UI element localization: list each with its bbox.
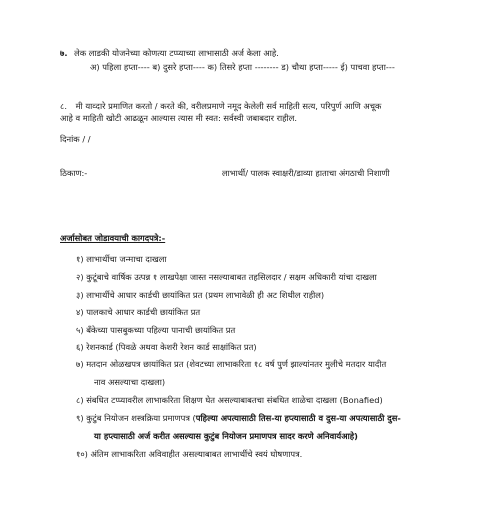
document-item [76, 413, 401, 423]
place-label: ठिकाण:- [60, 168, 88, 178]
question-number: ७. [60, 48, 68, 58]
documents-heading: अर्जासोबत जोडावयाची कागदपत्रे:- [60, 233, 166, 243]
question-7 [60, 48, 279, 58]
document-item: ६) रेशनकार्ड (पिवळे अथवा केशरी रेशन कार्ड साक्षांकित प्रत) [76, 342, 257, 352]
question-number: ८. [60, 101, 67, 111]
declaration-line-1: मी याव्दारे प्रमाणित करतो / करते की, वरीलप्रमाणे नमूद केलेली सर्व माहिती सत्य, परिपुर्ण आणि अचूक [75, 101, 382, 111]
declaration-line-2: आहे व माहिती खोटी आढळून आल्यास त्यास मी स्वत: सर्वस्वी जबाबदार राहील. [60, 113, 297, 123]
document-item-emphasis: पहिल्या अपत्यासाठी तिस-या हप्त्यासाठी व दुस-या अपत्यासाठी दुस- [195, 413, 401, 423]
document-item: १०) अंतिम लाभाकरिता अविवाहीत असल्याबाबत लाभार्थीचे स्वयं घोषणापत्र. [76, 449, 303, 459]
document-item: ५) बँकेच्या पासबुकच्या पहिल्या पानाची छायांकित प्रत [76, 325, 236, 335]
document-item: ३) लाभार्थीचे आधार कार्डची छायांकित प्रत (प्रथम लाभावेळी ही अट शिथील राहील) [76, 290, 325, 300]
date-label: दिनांक / / [60, 134, 91, 144]
document-item: २) कुटूंबाचे वार्षिक उत्पन्न १ लाखपेक्षा जास्त नसल्याबाबत तहसिलदार / सक्षम अधिकारी यांचा दाखला [76, 272, 377, 282]
document-item: ८) संबधित टप्प्यावरील लाभाकरिता शिक्षण घेत असल्याबाबतचा संबधित शाळेचा दाखला (Bonafied) [76, 395, 383, 405]
document-item-text: ९) कुटुंब नियोजन शस्त्रक्रिया प्रमाणपत्र ( [76, 413, 196, 423]
question-7-options: अ) पहिला हप्ता---- ब) दुसरे हप्ता---- क) तिसरे हप्ता -------- ड) चौथा हप्ता----- ई) पाचवा हप्ता--- [90, 62, 395, 72]
document-item-continuation: नाव असल्याचा दाखला) [94, 377, 166, 387]
document-item: ४) पालकाचे आधार कार्डची छायांकित प्रत [76, 307, 201, 317]
document-item: ७) मतदान ओळखपत्र छायांकित प्रत (शेवटच्या लाभाकरिता १८ वर्ष पुर्ण झाल्यांनतर मुलीचे मतदार यादीत [76, 359, 387, 369]
signature-label: लाभार्थी/ पालक स्वाक्षरी/डाव्या हाताचा अंगठाची निशाणी [222, 168, 390, 178]
question-8 [60, 101, 381, 111]
document-item-emphasis-continuation: या हप्त्यासाठी अर्ज करीत असल्यास कुटुंब नियोजन प्रमाणपत्र सादर करणे अनिवार्यआहे) [94, 431, 358, 441]
question-text: लेक लाडकी योजनेच्या कोणत्या टप्प्याच्या लाभासाठी अर्ज केला आहे. [74, 48, 279, 58]
document-item: १) लाभार्थीचा जन्माचा दाखला [76, 254, 167, 264]
